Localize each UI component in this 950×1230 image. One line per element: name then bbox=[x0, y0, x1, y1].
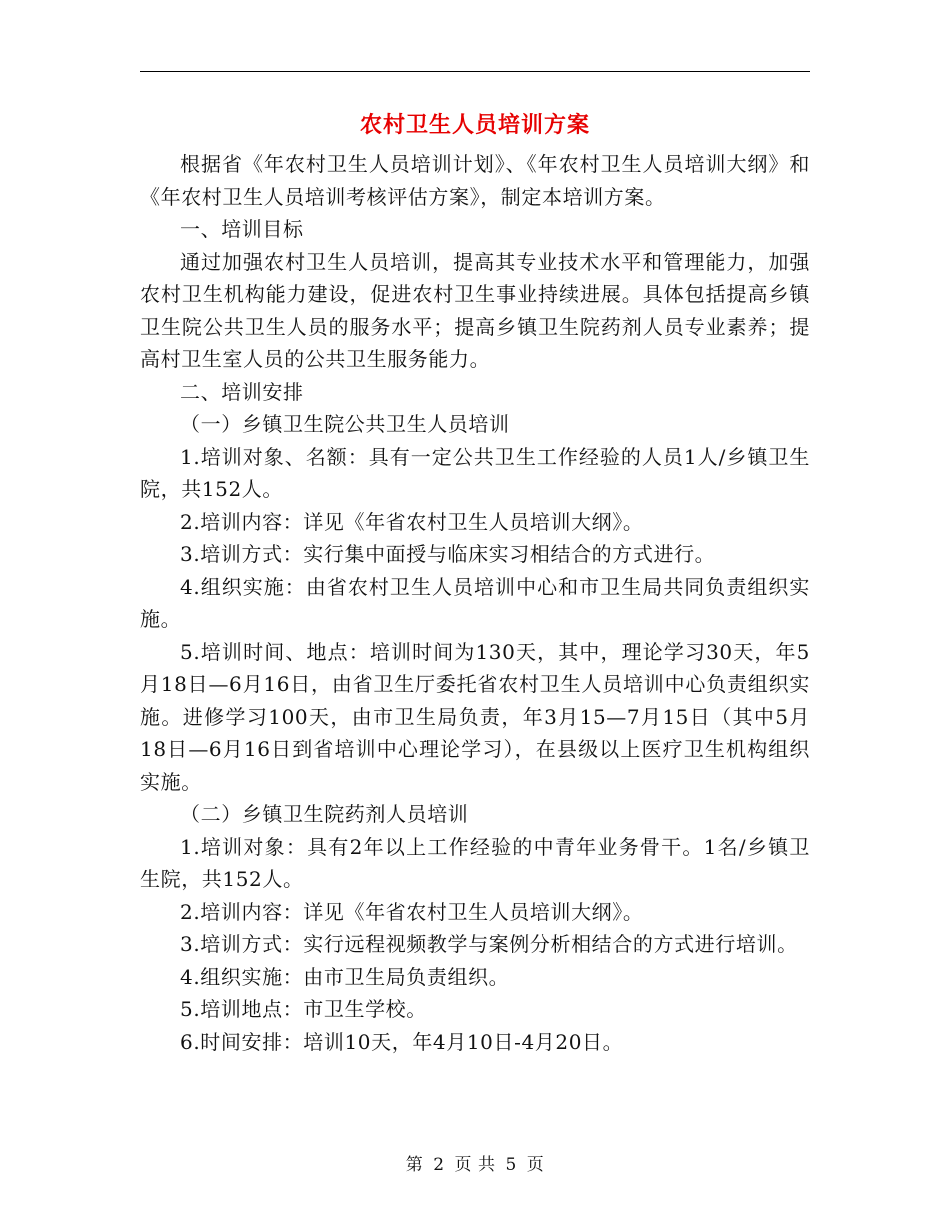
subsection-heading-pharmacy: （二）乡镇卫生院药剂人员培训 bbox=[180, 802, 469, 826]
subsection-heading-public-health: （一）乡镇卫生院公共卫生人员培训 bbox=[180, 412, 510, 436]
current-page-number: 2 bbox=[433, 1155, 445, 1175]
document-body bbox=[140, 148, 810, 1058]
list-item: 5.培训时间、地点：培训时间为130天，其中，理论学习30天，年5月18日—6月16日，由省卫生厅委托省农村卫生人员培训中心负责组织实施。进修学习100天，由市卫生局负责，年3月15—7月15日（其中5月18日—6月16日到省培训中心理论学习），在县级以上医疗卫生机构组织实施。 bbox=[140, 639, 810, 794]
list-item: 4.组织实施：由省农村卫生人员培训中心和市卫生局共同负责组织实施。 bbox=[140, 574, 810, 631]
list-item: 5.培训地点：市卫生学校。 bbox=[180, 997, 427, 1021]
list-item: 2.培训内容：详见《年省农村卫生人员培训大纲》。 bbox=[180, 899, 644, 924]
goals-paragraph: 通过加强农村卫生人员培训，提高其专业技术水平和管理能力，加强农村卫生机构能力建设，促进农村卫生事业持续进展。具体包括提高乡镇卫生院公共卫生人员的服务水平；提高乡镇卫生院药剂人员专业素养；提高村卫生室人员的公共卫生服务能力。 bbox=[140, 249, 810, 371]
intro-paragraph: 根据省《年农村卫生人员培训计划》、《年农村卫生人员培训大纲》和《年农村卫生人员培训考核评估方案》，制定本培训方案。 bbox=[140, 152, 810, 209]
total-pages-number: 5 bbox=[505, 1155, 517, 1175]
list-item: 4.组织实施：由市卫生局负责组织。 bbox=[180, 964, 510, 989]
header-rule bbox=[140, 71, 810, 72]
list-item: 3.培训方式：实行集中面授与临床实习相结合的方式进行。 bbox=[180, 542, 716, 566]
page-label-prefix: 第 bbox=[405, 1155, 424, 1175]
list-item: 3.培训方式：实行远程视频教学与案例分析相结合的方式进行培训。 bbox=[180, 932, 798, 956]
section-heading-goals: 一、培训目标 bbox=[180, 217, 304, 241]
page-label-mid: 页 共 bbox=[454, 1155, 496, 1175]
document-title: 农村卫生人员培训方案 bbox=[359, 112, 590, 138]
list-item: 2.培训内容：详见《年省农村卫生人员培训大纲》。 bbox=[180, 509, 644, 534]
section-heading-arrangement: 二、培训安排 bbox=[180, 379, 304, 404]
page-label-suffix: 页 bbox=[526, 1155, 545, 1175]
list-item: 1.培训对象、名额：具有一定公共卫生工作经验的人员1人/乡镇卫生院，共152人。 bbox=[140, 444, 810, 501]
list-item: 6.时间安排：培训10天，年4月10日-4月20日。 bbox=[180, 1029, 624, 1054]
list-item: 1.培训对象：具有2年以上工作经验的中青年业务骨干。1名/乡镇卫生院，共152人。 bbox=[140, 834, 810, 891]
page-footer bbox=[0, 1152, 950, 1178]
